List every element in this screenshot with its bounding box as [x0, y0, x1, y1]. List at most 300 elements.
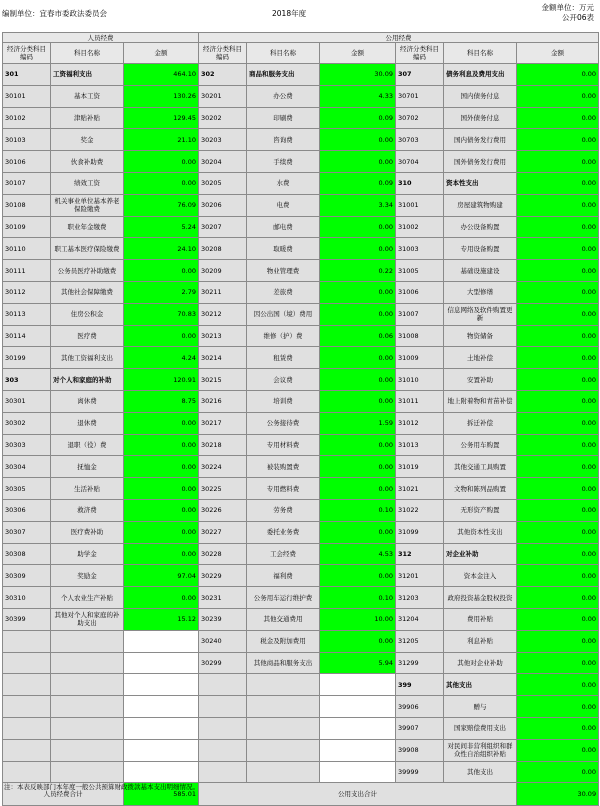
table-row [3, 521, 599, 543]
cell-code: 30303 [3, 434, 51, 456]
cell-amount: 0.00 [320, 390, 396, 412]
cell-code: 30208 [199, 238, 247, 260]
cell-amount: 0.00 [517, 739, 599, 761]
cell-amount: 0.00 [320, 478, 396, 500]
table-row [3, 325, 599, 347]
cell-amount: 0.00 [124, 412, 199, 434]
cell-code: 31099 [396, 521, 444, 543]
cell-code: 30299 [199, 652, 247, 674]
cell-name: 救济费 [51, 499, 124, 521]
cell-amount: 0.00 [517, 85, 599, 107]
empty-cell [51, 739, 124, 761]
cell-amount: 1.59 [320, 412, 396, 434]
cell-name: 大型修缮 [444, 281, 517, 303]
cell-amount: 0.00 [517, 260, 599, 282]
cell-code: 30225 [199, 478, 247, 500]
cell-code: 30199 [3, 347, 51, 369]
cell-amount: 0.00 [124, 478, 199, 500]
empty-cell [3, 652, 51, 674]
cell-name: 委托业务费 [247, 521, 320, 543]
cell-name: 其他资本性支出 [444, 521, 517, 543]
cell-code: 30224 [199, 456, 247, 478]
cell-amount: 0.00 [320, 521, 396, 543]
cell-code: 30240 [199, 630, 247, 652]
cell-name: 拆迁补偿 [444, 412, 517, 434]
public-total-amount: 30.09 [517, 783, 599, 806]
table-row [3, 587, 599, 609]
cell-code: 30207 [199, 216, 247, 238]
cell-amount: 0.00 [517, 129, 599, 151]
cell-code: 30307 [3, 521, 51, 543]
cell-amount: 21.10 [124, 129, 199, 151]
cell-name: 个人农业生产补贴 [51, 587, 124, 609]
col-header-name: 科目名称 [444, 43, 517, 64]
section-personnel: 人员经费 [3, 33, 199, 43]
cell-code: 39907 [396, 717, 444, 739]
cell-code: 30702 [396, 107, 444, 129]
cell-code: 39906 [396, 696, 444, 718]
empty-cell [199, 761, 247, 783]
cell-amount: 0.00 [517, 674, 599, 696]
cell-amount: 120.91 [124, 369, 199, 391]
cell-amount: 0.00 [517, 456, 599, 478]
cell-name: 物业管理费 [247, 260, 320, 282]
cell-code: 30304 [3, 456, 51, 478]
cell-amount: 0.00 [320, 151, 396, 173]
cell-amount: 0.00 [517, 412, 599, 434]
cell-amount: 0.00 [124, 521, 199, 543]
table-number: 公开06表 [561, 13, 594, 22]
table-row [3, 216, 599, 238]
cell-name: 地上附着物和青苗补偿 [444, 390, 517, 412]
cell-name: 咨询费 [247, 129, 320, 151]
cell-code: 39999 [396, 761, 444, 783]
cell-name: 专用设备购置 [444, 238, 517, 260]
cell-amount: 4.24 [124, 347, 199, 369]
empty-cell [124, 761, 199, 783]
cell-amount: 0.09 [320, 172, 396, 194]
cell-name: 生活补贴 [51, 478, 124, 500]
cell-code: 312 [396, 543, 444, 565]
cell-amount: 5.94 [320, 652, 396, 674]
cell-amount: 0.00 [124, 587, 199, 609]
cell-code: 30701 [396, 85, 444, 107]
cell-code: 30212 [199, 303, 247, 325]
table-row [3, 717, 599, 739]
compiling-unit: 编制单位：宜春市委政法委员会 [2, 9, 107, 18]
table-row [3, 194, 599, 216]
cell-code: 30103 [3, 129, 51, 151]
empty-cell [124, 630, 199, 652]
table-row [3, 674, 599, 696]
cell-name: 资本金注入 [444, 565, 517, 587]
cell-name: 因公出国（境）费用 [247, 303, 320, 325]
cell-name: 住房公积金 [51, 303, 124, 325]
cell-name: 政府投资基金股权投资 [444, 587, 517, 609]
cell-amount: 0.00 [517, 521, 599, 543]
cell-code: 30209 [199, 260, 247, 282]
empty-cell [3, 696, 51, 718]
cell-amount: 0.00 [124, 172, 199, 194]
cell-amount: 0.00 [320, 347, 396, 369]
table-row [3, 761, 599, 783]
cell-name: 利息补贴 [444, 630, 517, 652]
table-row [3, 652, 599, 674]
cell-amount: 0.00 [517, 761, 599, 783]
empty-cell [124, 652, 199, 674]
cell-amount: 0.00 [517, 325, 599, 347]
cell-name: 其他交通工具购置 [444, 456, 517, 478]
cell-name: 绩效工资 [51, 172, 124, 194]
cell-name: 其他对个人和家庭的补助支出 [51, 608, 124, 630]
cell-code: 31012 [396, 412, 444, 434]
cell-name: 其他社会保障缴费 [51, 281, 124, 303]
cell-amount: 0.09 [320, 107, 396, 129]
cell-name: 税金及附加费用 [247, 630, 320, 652]
cell-name: 医疗费 [51, 325, 124, 347]
cell-name: 手续费 [247, 151, 320, 173]
cell-code: 399 [396, 674, 444, 696]
cell-code: 31011 [396, 390, 444, 412]
cell-name: 会议费 [247, 369, 320, 391]
table-row [3, 630, 599, 652]
cell-name: 退休费 [51, 412, 124, 434]
cell-code: 31201 [396, 565, 444, 587]
cell-code: 31001 [396, 194, 444, 216]
empty-cell [247, 696, 320, 718]
cell-code: 31021 [396, 478, 444, 500]
empty-cell [320, 739, 396, 761]
cell-code: 30112 [3, 281, 51, 303]
cell-amount: 0.22 [320, 260, 396, 282]
table-row [3, 390, 599, 412]
cell-amount: 464.10 [124, 64, 199, 86]
cell-amount: 0.00 [517, 216, 599, 238]
cell-code: 31010 [396, 369, 444, 391]
cell-code: 30215 [199, 369, 247, 391]
amount-unit: 金额单位：万元 [541, 3, 594, 12]
cell-code: 30310 [3, 587, 51, 609]
cell-code: 30305 [3, 478, 51, 500]
cell-code: 30218 [199, 434, 247, 456]
cell-code: 31002 [396, 216, 444, 238]
table-row [3, 303, 599, 325]
footnote: 注：本表反映部门本年度一般公共预算财政拨款基本支出明细情况。 [4, 783, 199, 791]
cell-name: 离休费 [51, 390, 124, 412]
cell-amount: 0.00 [517, 630, 599, 652]
empty-cell [124, 717, 199, 739]
cell-code: 31008 [396, 325, 444, 347]
cell-name: 水费 [247, 172, 320, 194]
cell-amount: 10.00 [320, 608, 396, 630]
cell-amount: 0.00 [517, 499, 599, 521]
cell-amount: 97.04 [124, 565, 199, 587]
cell-amount: 0.00 [124, 456, 199, 478]
cell-amount: 130.26 [124, 85, 199, 107]
cell-code: 30704 [396, 151, 444, 173]
cell-amount: 5.24 [124, 216, 199, 238]
col-header-code: 经济分类科目编码 [199, 43, 247, 64]
cell-code: 30201 [199, 85, 247, 107]
cell-name: 津贴补贴 [51, 107, 124, 129]
table-row [3, 608, 599, 630]
table-row [3, 64, 599, 86]
cell-code: 30213 [199, 325, 247, 347]
cell-amount: 0.00 [124, 434, 199, 456]
empty-cell [124, 674, 199, 696]
empty-cell [51, 630, 124, 652]
col-header-name: 科目名称 [247, 43, 320, 64]
cell-code: 31009 [396, 347, 444, 369]
table-row [3, 107, 599, 129]
cell-name: 其他支出 [444, 761, 517, 783]
col-header-amount: 金额 [320, 43, 396, 64]
cell-name: 其他商品和服务支出 [247, 652, 320, 674]
cell-name: 被装购置费 [247, 456, 320, 478]
cell-code: 30203 [199, 129, 247, 151]
cell-name: 机关事业单位基本养老保险缴费 [51, 194, 124, 216]
table-row [3, 696, 599, 718]
table-row [3, 172, 599, 194]
cell-code: 30106 [3, 151, 51, 173]
cell-amount: 0.00 [124, 499, 199, 521]
cell-name: 公务用车购置 [444, 434, 517, 456]
cell-amount: 0.00 [517, 369, 599, 391]
cell-code: 31007 [396, 303, 444, 325]
cell-name: 退职（役）费 [51, 434, 124, 456]
cell-code: 30306 [3, 499, 51, 521]
table-row [3, 499, 599, 521]
cell-name: 费用补贴 [444, 608, 517, 630]
cell-code: 31005 [396, 260, 444, 282]
cell-name: 培训费 [247, 390, 320, 412]
cell-name: 工会经费 [247, 543, 320, 565]
cell-name: 职业年金缴费 [51, 216, 124, 238]
table-row [3, 151, 599, 173]
table-row [3, 478, 599, 500]
cell-amount: 30.09 [320, 64, 396, 86]
cell-amount: 0.00 [320, 216, 396, 238]
cell-name: 物资储备 [444, 325, 517, 347]
cell-amount: 0.00 [517, 347, 599, 369]
cell-code: 31205 [396, 630, 444, 652]
table-row [3, 412, 599, 434]
cell-amount: 0.00 [517, 565, 599, 587]
cell-code: 30211 [199, 281, 247, 303]
cell-amount: 24.10 [124, 238, 199, 260]
empty-cell [320, 674, 396, 696]
table-row [3, 565, 599, 587]
cell-amount: 0.00 [517, 587, 599, 609]
table-row [3, 347, 599, 369]
cell-amount: 3.34 [320, 194, 396, 216]
col-header-name: 科目名称 [51, 43, 124, 64]
cell-amount: 0.00 [124, 151, 199, 173]
cell-name: 房屋建筑物购建 [444, 194, 517, 216]
cell-code: 30113 [3, 303, 51, 325]
cell-name: 基本工资 [51, 85, 124, 107]
cell-name: 其他对企业补助 [444, 652, 517, 674]
cell-name: 奖金 [51, 129, 124, 151]
cell-name: 印刷费 [247, 107, 320, 129]
cell-code: 30226 [199, 499, 247, 521]
cell-name: 赠与 [444, 696, 517, 718]
cell-name: 国家赔偿费用支出 [444, 717, 517, 739]
cell-name: 奖励金 [51, 565, 124, 587]
cell-name: 维修（护）费 [247, 325, 320, 347]
cell-code: 303 [3, 369, 51, 391]
cell-amount: 0.00 [320, 630, 396, 652]
cell-name: 职工基本医疗保险缴费 [51, 238, 124, 260]
empty-cell [51, 717, 124, 739]
cell-name: 信息网络及软件购置更新 [444, 303, 517, 325]
public-total-label: 公用支出合计 [199, 783, 517, 806]
cell-amount: 0.00 [517, 608, 599, 630]
cell-code: 30301 [3, 390, 51, 412]
table-row [3, 543, 599, 565]
empty-cell [3, 739, 51, 761]
cell-code: 31204 [396, 608, 444, 630]
empty-cell [247, 739, 320, 761]
cell-name: 伙食补助费 [51, 151, 124, 173]
cell-amount: 15.12 [124, 608, 199, 630]
cell-amount: 0.00 [517, 151, 599, 173]
cell-amount: 8.75 [124, 390, 199, 412]
cell-code: 31022 [396, 499, 444, 521]
cell-amount: 0.00 [517, 543, 599, 565]
cell-amount: 0.00 [517, 696, 599, 718]
cell-amount: 2.79 [124, 281, 199, 303]
empty-cell [3, 717, 51, 739]
cell-name: 安置补助 [444, 369, 517, 391]
cell-amount: 0.00 [517, 281, 599, 303]
table-row [3, 369, 599, 391]
cell-name: 对个人和家庭的补助 [51, 369, 124, 391]
empty-cell [3, 630, 51, 652]
empty-cell [51, 696, 124, 718]
cell-code: 30204 [199, 151, 247, 173]
cell-amount: 0.00 [320, 281, 396, 303]
cell-code: 301 [3, 64, 51, 86]
cell-code: 30229 [199, 565, 247, 587]
col-header-amount: 金额 [517, 43, 599, 64]
cell-code: 30217 [199, 412, 247, 434]
col-header-code: 经济分类科目编码 [3, 43, 51, 64]
empty-cell [51, 652, 124, 674]
empty-cell [124, 739, 199, 761]
cell-amount: 0.06 [320, 325, 396, 347]
empty-cell [199, 717, 247, 739]
cell-amount: 0.00 [517, 390, 599, 412]
cell-amount: 0.00 [517, 238, 599, 260]
cell-code: 30309 [3, 565, 51, 587]
cell-name: 其他工资福利支出 [51, 347, 124, 369]
cell-name: 专用燃料费 [247, 478, 320, 500]
cell-code: 30228 [199, 543, 247, 565]
table-row [3, 129, 599, 151]
cell-code: 30214 [199, 347, 247, 369]
cell-code: 30205 [199, 172, 247, 194]
cell-code: 30302 [3, 412, 51, 434]
cell-code: 310 [396, 172, 444, 194]
cell-name: 差旅费 [247, 281, 320, 303]
cell-amount: 0.00 [517, 717, 599, 739]
cell-amount: 0.10 [320, 499, 396, 521]
personnel-total-amount: 585.01 [124, 783, 199, 806]
cell-code: 30206 [199, 194, 247, 216]
cell-name: 资本性支出 [444, 172, 517, 194]
section-public: 公用经费 [199, 33, 599, 43]
empty-cell [247, 674, 320, 696]
empty-cell [3, 674, 51, 696]
empty-cell [199, 696, 247, 718]
cell-name: 电费 [247, 194, 320, 216]
empty-cell [199, 674, 247, 696]
cell-code: 31006 [396, 281, 444, 303]
cell-amount: 0.00 [517, 194, 599, 216]
table-row [3, 85, 599, 107]
cell-code: 31019 [396, 456, 444, 478]
cell-amount: 0.00 [320, 456, 396, 478]
empty-cell [199, 739, 247, 761]
empty-cell [3, 761, 51, 783]
table-row [3, 260, 599, 282]
personnel-total-label: 人员经费合计 [3, 783, 124, 806]
cell-code: 30102 [3, 107, 51, 129]
cell-name: 公务员医疗补助缴费 [51, 260, 124, 282]
cell-amount: 0.00 [517, 172, 599, 194]
cell-name: 国内债务发行费用 [444, 129, 517, 151]
cell-code: 30107 [3, 172, 51, 194]
table-row [3, 434, 599, 456]
cell-code: 30111 [3, 260, 51, 282]
empty-cell [320, 761, 396, 783]
cell-code: 30308 [3, 543, 51, 565]
cell-code: 302 [199, 64, 247, 86]
cell-amount: 0.00 [124, 543, 199, 565]
cell-name: 对民间非营利组织和群众性自治组织补贴 [444, 739, 517, 761]
cell-name: 办公设备购置 [444, 216, 517, 238]
cell-name: 办公费 [247, 85, 320, 107]
empty-cell [320, 717, 396, 739]
cell-name: 无形资产购置 [444, 499, 517, 521]
cell-amount: 0.00 [517, 478, 599, 500]
cell-amount: 0.00 [320, 129, 396, 151]
report-year: 2018年度 [272, 9, 307, 18]
col-header-amount: 金额 [124, 43, 199, 64]
empty-cell [247, 761, 320, 783]
cell-amount: 0.00 [517, 64, 599, 86]
cell-amount: 0.00 [124, 325, 199, 347]
cell-name: 商品和服务支出 [247, 64, 320, 86]
cell-amount: 0.00 [517, 434, 599, 456]
cell-amount: 0.00 [320, 369, 396, 391]
cell-code: 307 [396, 64, 444, 86]
table-row [3, 456, 599, 478]
cell-amount: 0.00 [517, 107, 599, 129]
cell-name: 国外债务发行费用 [444, 151, 517, 173]
cell-amount: 129.45 [124, 107, 199, 129]
cell-name: 公务接待费 [247, 412, 320, 434]
cell-amount: 0.00 [320, 303, 396, 325]
cell-amount: 70.83 [124, 303, 199, 325]
cell-code: 30109 [3, 216, 51, 238]
expenditure-table [2, 32, 599, 806]
cell-amount: 0.10 [320, 587, 396, 609]
cell-amount: 0.00 [517, 303, 599, 325]
empty-cell [51, 674, 124, 696]
empty-cell [124, 696, 199, 718]
